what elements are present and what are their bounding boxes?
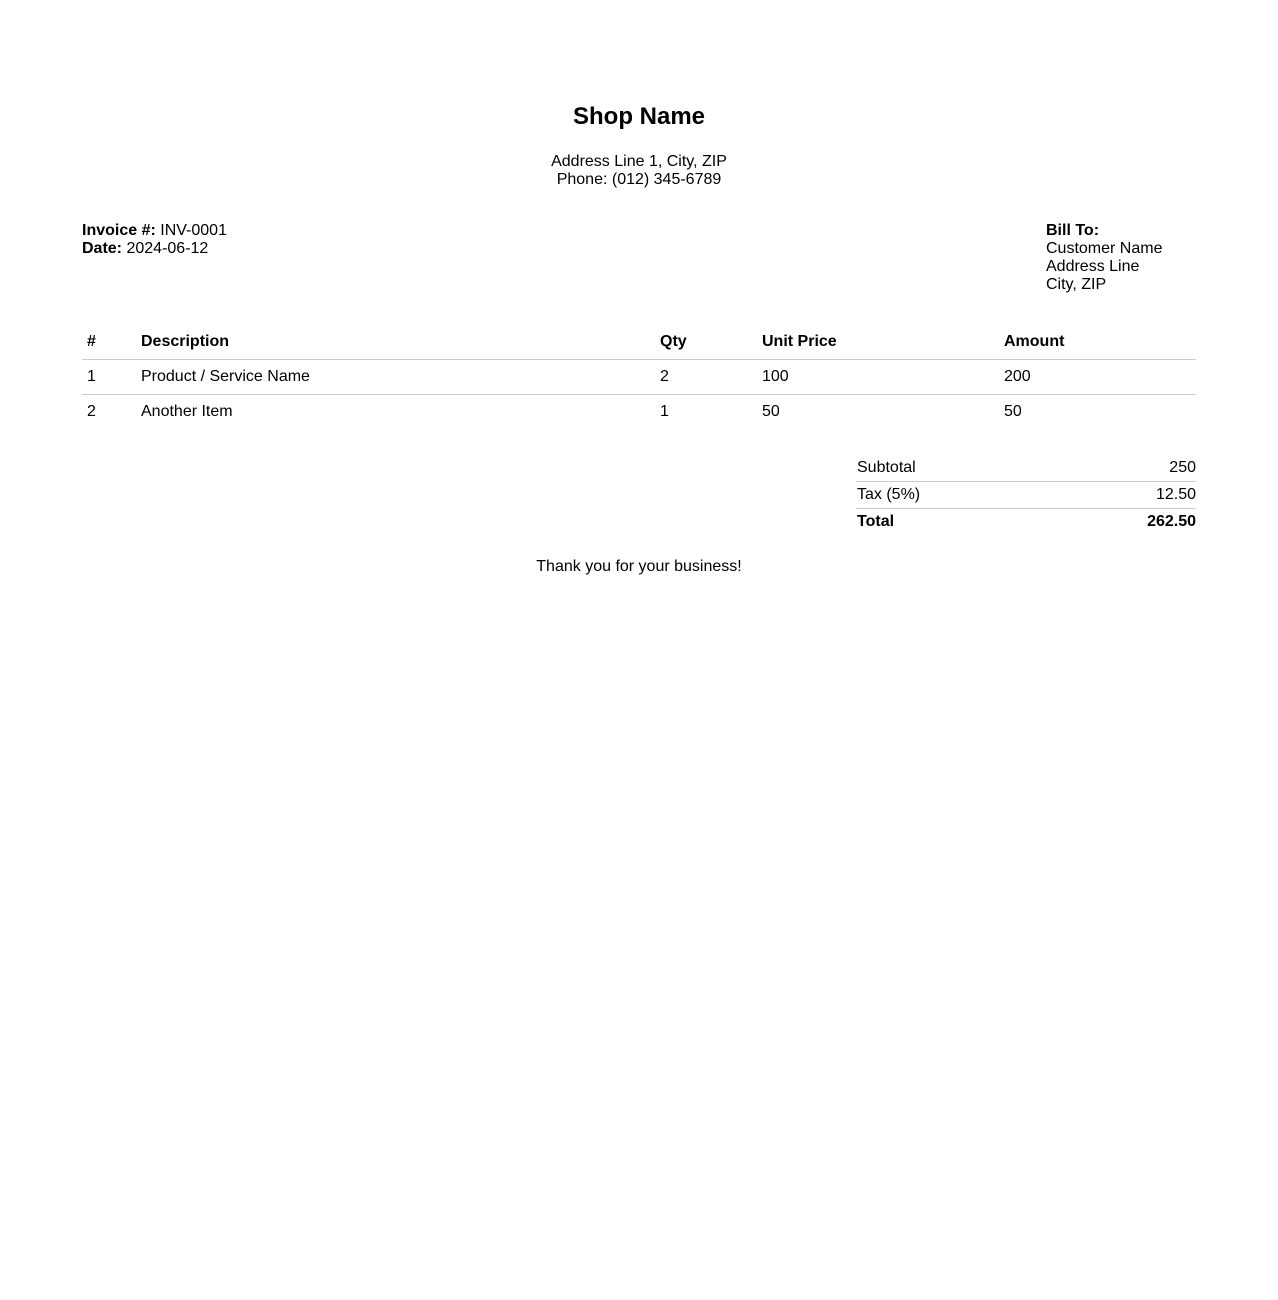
cell-qty: 1 xyxy=(660,403,669,420)
invoice-number-label: Invoice #: xyxy=(82,222,156,239)
customer-address: Address Line xyxy=(1046,258,1140,275)
totals-table xyxy=(856,455,1196,535)
shop-phone: Phone: (012) 345-6789 xyxy=(556,171,722,188)
column-header-qty: Qty xyxy=(655,325,757,360)
cell-description: Another Item xyxy=(141,403,233,420)
tax-label: Tax (5%) xyxy=(856,482,1049,509)
cell-unit-price: 100 xyxy=(757,360,999,395)
cell-number: 2 xyxy=(87,403,96,420)
tax-row xyxy=(856,482,1196,509)
table-row xyxy=(82,360,1196,395)
invoice-details xyxy=(82,222,227,294)
customer-name: Customer Name xyxy=(1046,240,1163,257)
thank-you-note: Thank you for your business! xyxy=(536,558,742,575)
subtotal-label: Subtotal xyxy=(856,455,1049,482)
customer-city: City, ZIP xyxy=(1046,276,1107,293)
cell-unit-price: 50 xyxy=(762,403,780,420)
cell-description: Product / Service Name xyxy=(136,360,655,395)
shop-name: Shop Name xyxy=(572,103,706,130)
table-header-row xyxy=(82,325,1196,360)
subtotal-value: 250 xyxy=(1049,455,1196,482)
shop-header xyxy=(82,0,1196,189)
column-header-description: Description xyxy=(136,325,655,360)
cell-qty: 2 xyxy=(655,360,757,395)
column-header-amount: Amount xyxy=(999,325,1196,360)
column-header-number: # xyxy=(82,325,136,360)
bill-to xyxy=(1046,222,1196,294)
total-label: Total xyxy=(857,513,895,530)
column-header-unit-price: Unit Price xyxy=(757,325,999,360)
shop-address: Address Line 1, City, ZIP xyxy=(551,153,727,170)
tax-value: 12.50 xyxy=(1049,482,1196,509)
shop-info xyxy=(82,153,1196,189)
totals-section xyxy=(82,455,1196,535)
table-row xyxy=(82,395,1196,430)
total-value: 262.50 xyxy=(1147,513,1196,530)
invoice-date-label: Date: xyxy=(82,240,123,257)
subtotal-row xyxy=(856,455,1196,482)
invoice-date: 2024-06-12 xyxy=(126,240,209,257)
cell-amount: 200 xyxy=(999,360,1196,395)
invoice-number-line xyxy=(82,222,227,240)
invoice-number: INV-0001 xyxy=(160,222,227,239)
invoice-meta xyxy=(82,222,1196,294)
cell-amount: 50 xyxy=(1004,403,1022,420)
invoice-date-line xyxy=(82,240,227,258)
cell-number: 1 xyxy=(82,360,136,395)
bill-to-label: Bill To: xyxy=(1046,222,1100,239)
items-table xyxy=(82,325,1196,429)
total-row xyxy=(856,509,1196,536)
